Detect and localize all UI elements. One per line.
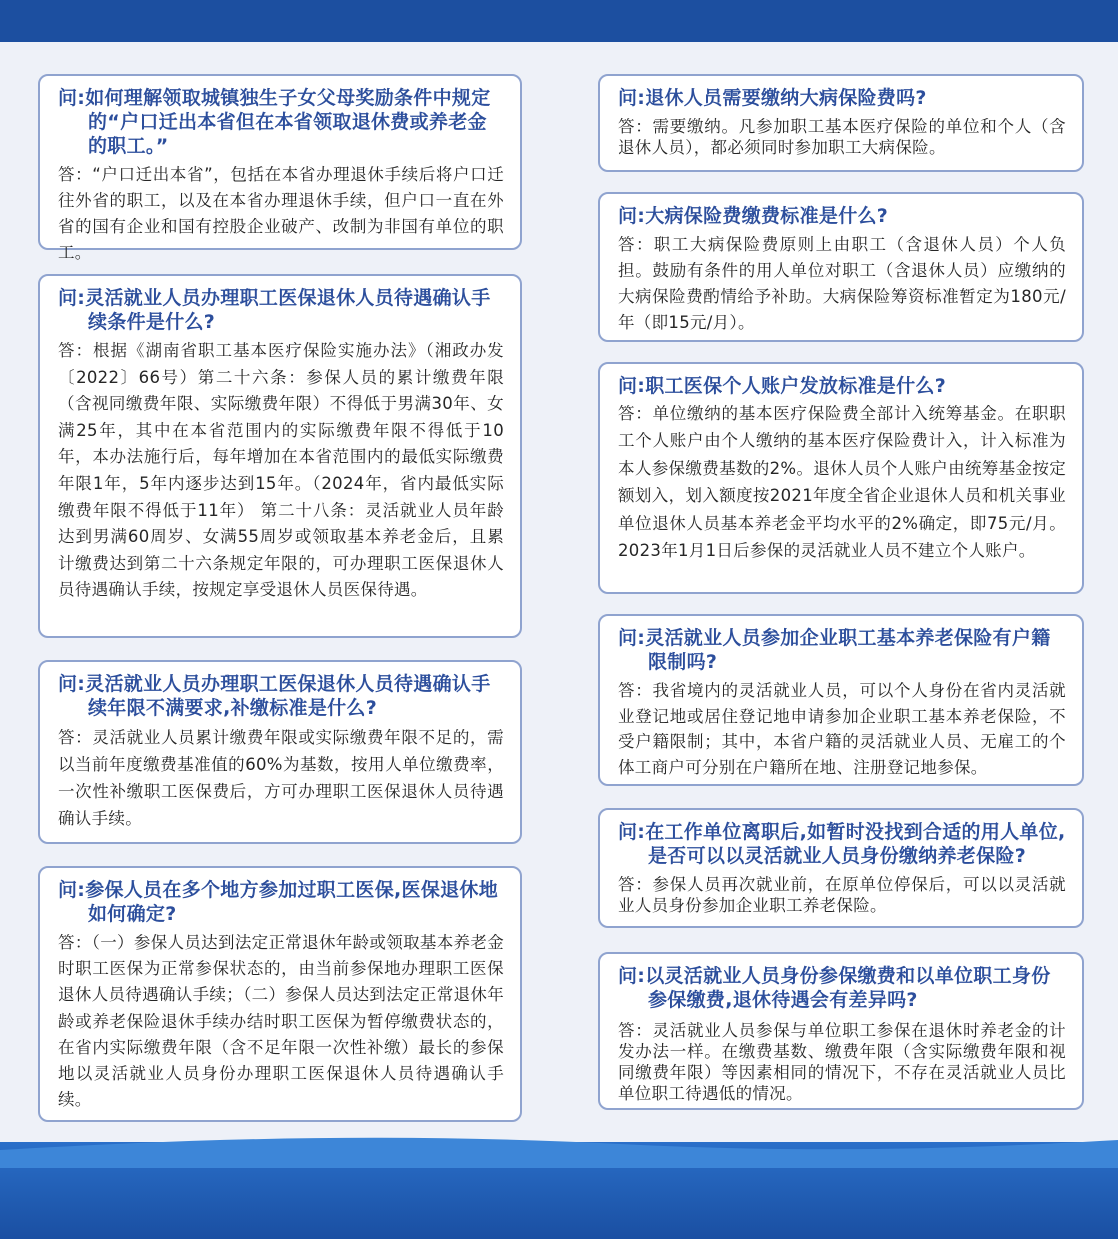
faq-answer: 答：根据《湖南省职工基本医疗保险实施办法》（湘政办发〔2022〕66号）第二十六条：参保人员的累计缴费年限（含视同缴费年限、实际缴费年限）不得低于男满30年、女满25年，其中在本省范围内的实际缴费年限不得低于10年，本办法施行后，每年增加在本省范围内的最低实际缴费年限1年，5年内逐步达到15年。（2024年，省内最低实际缴费年限不得低于11年） 第二十八条：灵活就业人员年龄达到男满60周岁、女满55周岁或领取基本养老金后，且累计缴费达到第二十六条规定年限的，可办理职工医保退休人员待遇确认手续，按规定享受退休人员医保待遇。 <box>58 341 504 600</box>
faq-card-7 <box>598 362 1084 594</box>
faq-question: 问:参保人员在多个地方参加过职工医保,医保退休地如何确定? <box>58 879 499 925</box>
faq-card-6 <box>598 192 1084 342</box>
faq-card-2 <box>38 274 522 638</box>
faq-card-8 <box>598 614 1084 786</box>
faq-answer: 答：职工大病保险费原则上由职工（含退休人员）个人负担。鼓励有条件的用人单位对职工（含退休人员）应缴纳的大病保险费酌情给予补助。大病保险筹资标准暂定为180元/年（即15元/月）。 <box>618 235 1066 332</box>
faq-question: 问:灵活就业人员办理职工医保退休人员待遇确认手续年限不满要求,补缴标准是什么? <box>58 673 491 719</box>
faq-card-4 <box>38 866 522 1122</box>
faq-question: 问:灵活就业人员办理职工医保退休人员待遇确认手续条件是什么? <box>58 287 491 333</box>
faq-card-5 <box>598 74 1084 172</box>
faq-card-9 <box>598 808 1084 928</box>
faq-answer: 答：需要缴纳。凡参加职工基本医疗保险的单位和个人（含退休人员），都必须同时参加职工大病保险。 <box>618 117 1066 157</box>
faq-card-10 <box>598 952 1084 1110</box>
faq-answer: 答：灵活就业人员累计缴费年限或实际缴费年限不足的，需以当前年度缴费基准值的60%为基数，按用人单位缴费率，一次性补缴职工医保费后，方可办理职工医保退休人员待遇确认手续。 <box>58 728 504 828</box>
faq-question: 问:退休人员需要缴纳大病保险费吗? <box>618 87 927 109</box>
faq-answer: 答：（一）参保人员达到法定正常退休年龄或领取基本养老金时职工医保为正常参保状态的，由当前参保地办理职工医保退休人员待遇确认手续；（二）参保人员达到法定正常退休年龄或养老保险退休手续办结时职工医保为暂停缴费状态的，在省内实际缴费年限（含不足年限一次性补缴）最长的参保地以灵活就业人员身份办理职工医保退休人员待遇确认手续。 <box>58 933 504 1110</box>
faq-answer: 答：参保人员再次就业前，在原单位停保后，可以以灵活就业人员身份参加企业职工养老保险。 <box>618 875 1066 915</box>
faq-question: 问:灵活就业人员参加企业职工基本养老保险有户籍限制吗? <box>618 627 1051 673</box>
faq-question: 问:在工作单位离职后,如暂时没找到合适的用人单位,是否可以以灵活就业人员身份缴纳养老保险? <box>618 821 1066 867</box>
faq-answer: 答：灵活就业人员参保与单位职工参保在退休时养老金的计发办法一样。在缴费基数、缴费年限（含实际缴费年限和视同缴费年限）等因素相同的情况下，不存在灵活就业人员比单位职工待遇低的情况。 <box>618 1021 1066 1103</box>
faq-card-1 <box>38 74 522 262</box>
faq-card-3 <box>38 660 522 844</box>
faq-answer: 答：“户口迁出本省”，包括在本省办理退休手续后将户口迁往外省的职工，以及在本省办理退休手续，但户口一直在外省的国有企业和国有控股企业破产、改制为非国有单位的职工。 <box>58 165 504 262</box>
bottom-wave-decoration <box>0 1128 1118 1168</box>
faq-question: 问:职工医保个人账户发放标准是什么? <box>618 375 947 397</box>
faq-answer: 答：单位缴纳的基本医疗保险费全部计入统筹基金。在职职工个人账户由个人缴纳的基本医疗保险费计入，计入标准为本人参保缴费基数的2%。退休人员个人账户由统筹基金按定额划入，划入额度按2021年度全省企业退休人员和机关事业单位退休人员基本养老金平均水平的2%确定，即75元/月。 2023年1月1日后参保的灵活就业人员不建立个人账户。 <box>618 404 1066 561</box>
faq-answer: 答：我省境内的灵活就业人员，可以个人身份在省内灵活就业登记地或居住登记地申请参加企业职工基本养老保险，不受户籍限制；其中，本省户籍的灵活就业人员、无雇工的个体工商户可分别在户籍所在地、注册登记地参保。 <box>618 681 1066 777</box>
top-banner-band <box>0 0 1118 42</box>
faq-question: 问:大病保险费缴费标准是什么? <box>618 205 889 227</box>
faq-question: 问:如何理解领取城镇独生子女父母奖励条件中规定的“户口迁出本省但在本省领取退休费或养老金的职工。” <box>58 87 491 157</box>
faq-question: 问:以灵活就业人员身份参保缴费和以单位职工身份参保缴费,退休待遇会有差异吗? <box>618 965 1051 1011</box>
